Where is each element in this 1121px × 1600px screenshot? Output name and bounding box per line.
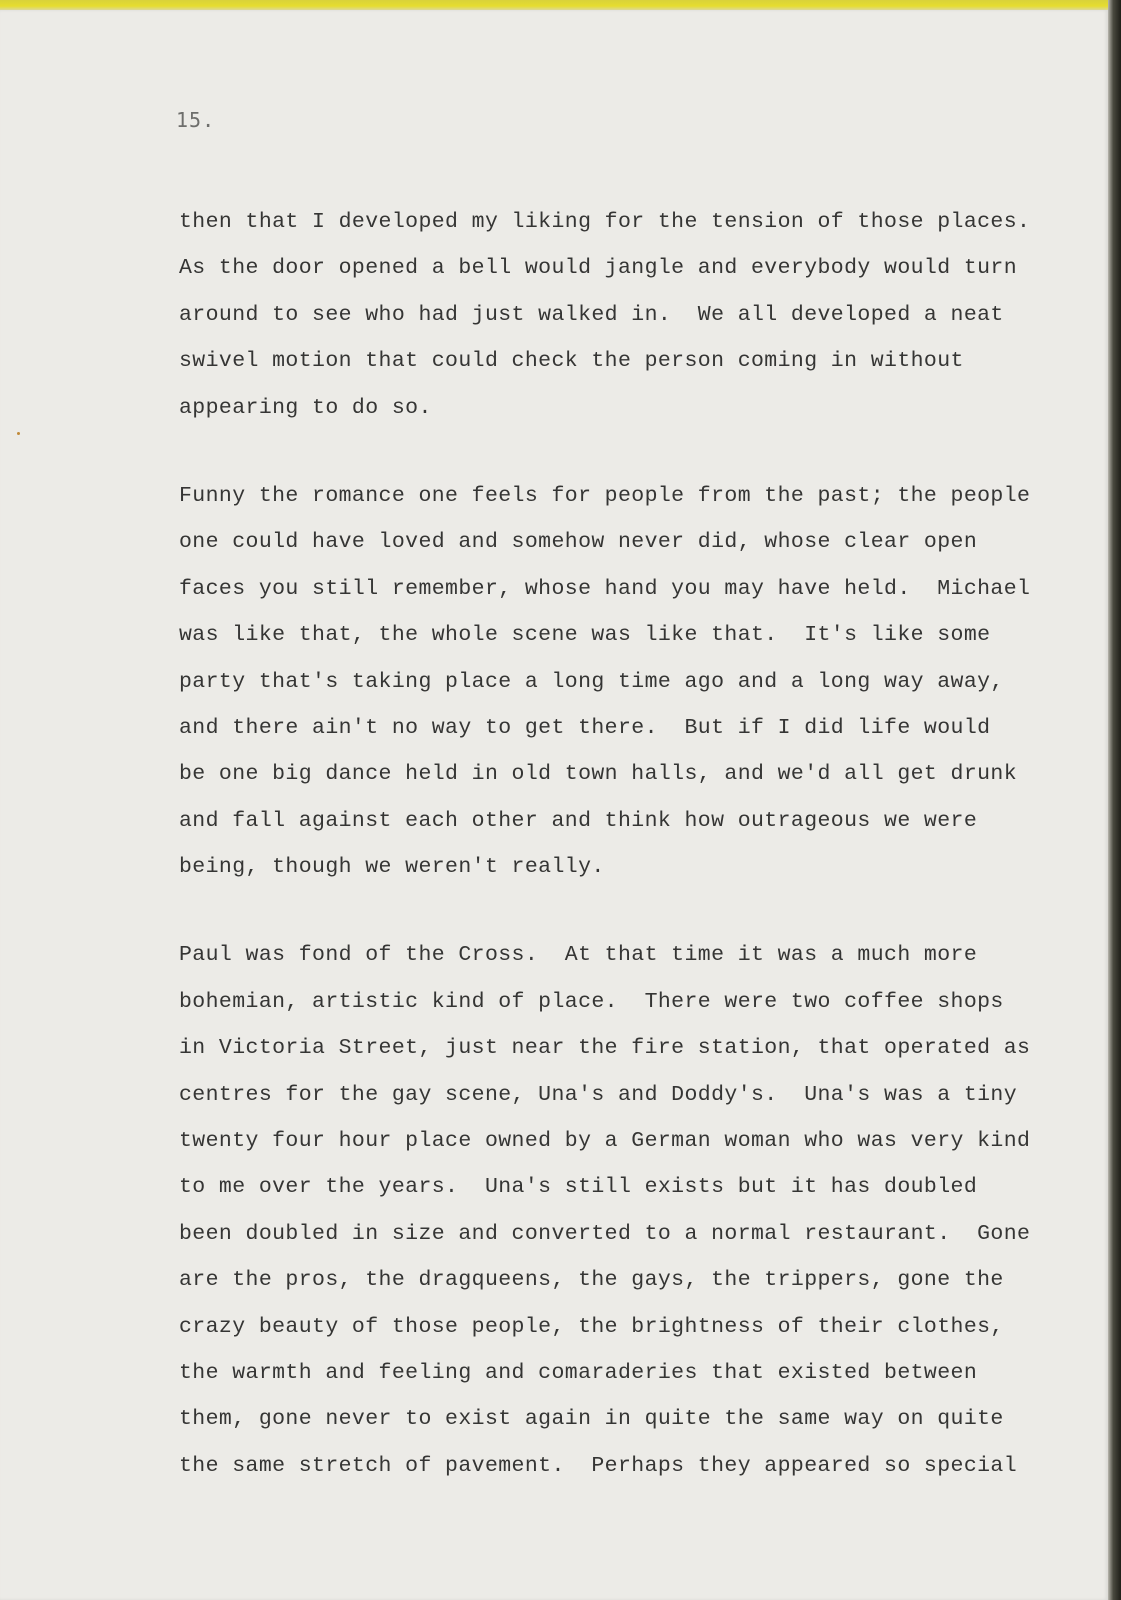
paragraph-2	[179, 473, 1079, 891]
text-line: in Victoria Street, just near the fire station, that operated as	[179, 1036, 1031, 1061]
text-line: centres for the gay scene, Una's and Doddy's. Una's was a tiny	[179, 1082, 1018, 1107]
text-line: As the door opened a bell would jangle and everybody would turn	[179, 256, 1018, 281]
text-line: bohemian, artistic kind of place. There were two coffee shops	[179, 989, 1004, 1014]
page-number: 15.	[176, 108, 216, 132]
text-line: appearing to do so.	[179, 395, 432, 420]
text-line: around to see who had just walked in. We all developed a neat	[179, 302, 1004, 327]
paragraph-3	[179, 932, 1079, 1489]
text-line: are the pros, the dragqueens, the gays, the trippers, gone the	[179, 1268, 1004, 1293]
text-line: was like that, the whole scene was like that. It's like some	[179, 623, 991, 648]
text-line: crazy beauty of those people, the brightness of their clothes,	[179, 1314, 1004, 1339]
text-line: one could have loved and somehow never did, whose clear open	[179, 530, 978, 555]
text-line: them, gone never to exist again in quite the same way on quite	[179, 1407, 1004, 1432]
text-line: then that I developed my liking for the tension of those places.	[179, 210, 1031, 234]
paragraph-1	[179, 199, 1079, 431]
typed-text-body	[179, 199, 1079, 1489]
binder-edge	[1108, 0, 1121, 1600]
paper-speck	[17, 432, 20, 435]
text-line: the warmth and feeling and comaraderies that existed between	[179, 1360, 978, 1385]
text-line: swivel motion that could check the person coming in without	[179, 349, 964, 374]
text-line: be one big dance held in old town halls, and we'd all get drunk	[179, 762, 1018, 787]
text-line: being, though we weren't really.	[179, 855, 605, 880]
text-line: twenty four hour place owned by a German woman who was very kind	[179, 1129, 1031, 1154]
text-line: to me over the years. Una's still exists but it has doubled	[179, 1175, 978, 1200]
text-line: faces you still remember, whose hand you may have held. Michael	[179, 576, 1031, 601]
typewritten-sheet	[0, 10, 1108, 1600]
text-line: Funny the romance one feels for people from the past; the people	[179, 483, 1031, 508]
text-line: and fall against each other and think how outrageous we were	[179, 808, 978, 833]
text-line: party that's taking place a long time ago and a long way away,	[179, 669, 1004, 694]
text-line: been doubled in size and converted to a normal restaurant. Gone	[179, 1221, 1031, 1246]
text-line: the same stretch of pavement. Perhaps they appeared so special	[179, 1453, 1018, 1478]
text-line: and there ain't no way to get there. But if I did life would	[179, 715, 991, 740]
text-line: Paul was fond of the Cross. At that time it was a much more	[179, 943, 978, 968]
